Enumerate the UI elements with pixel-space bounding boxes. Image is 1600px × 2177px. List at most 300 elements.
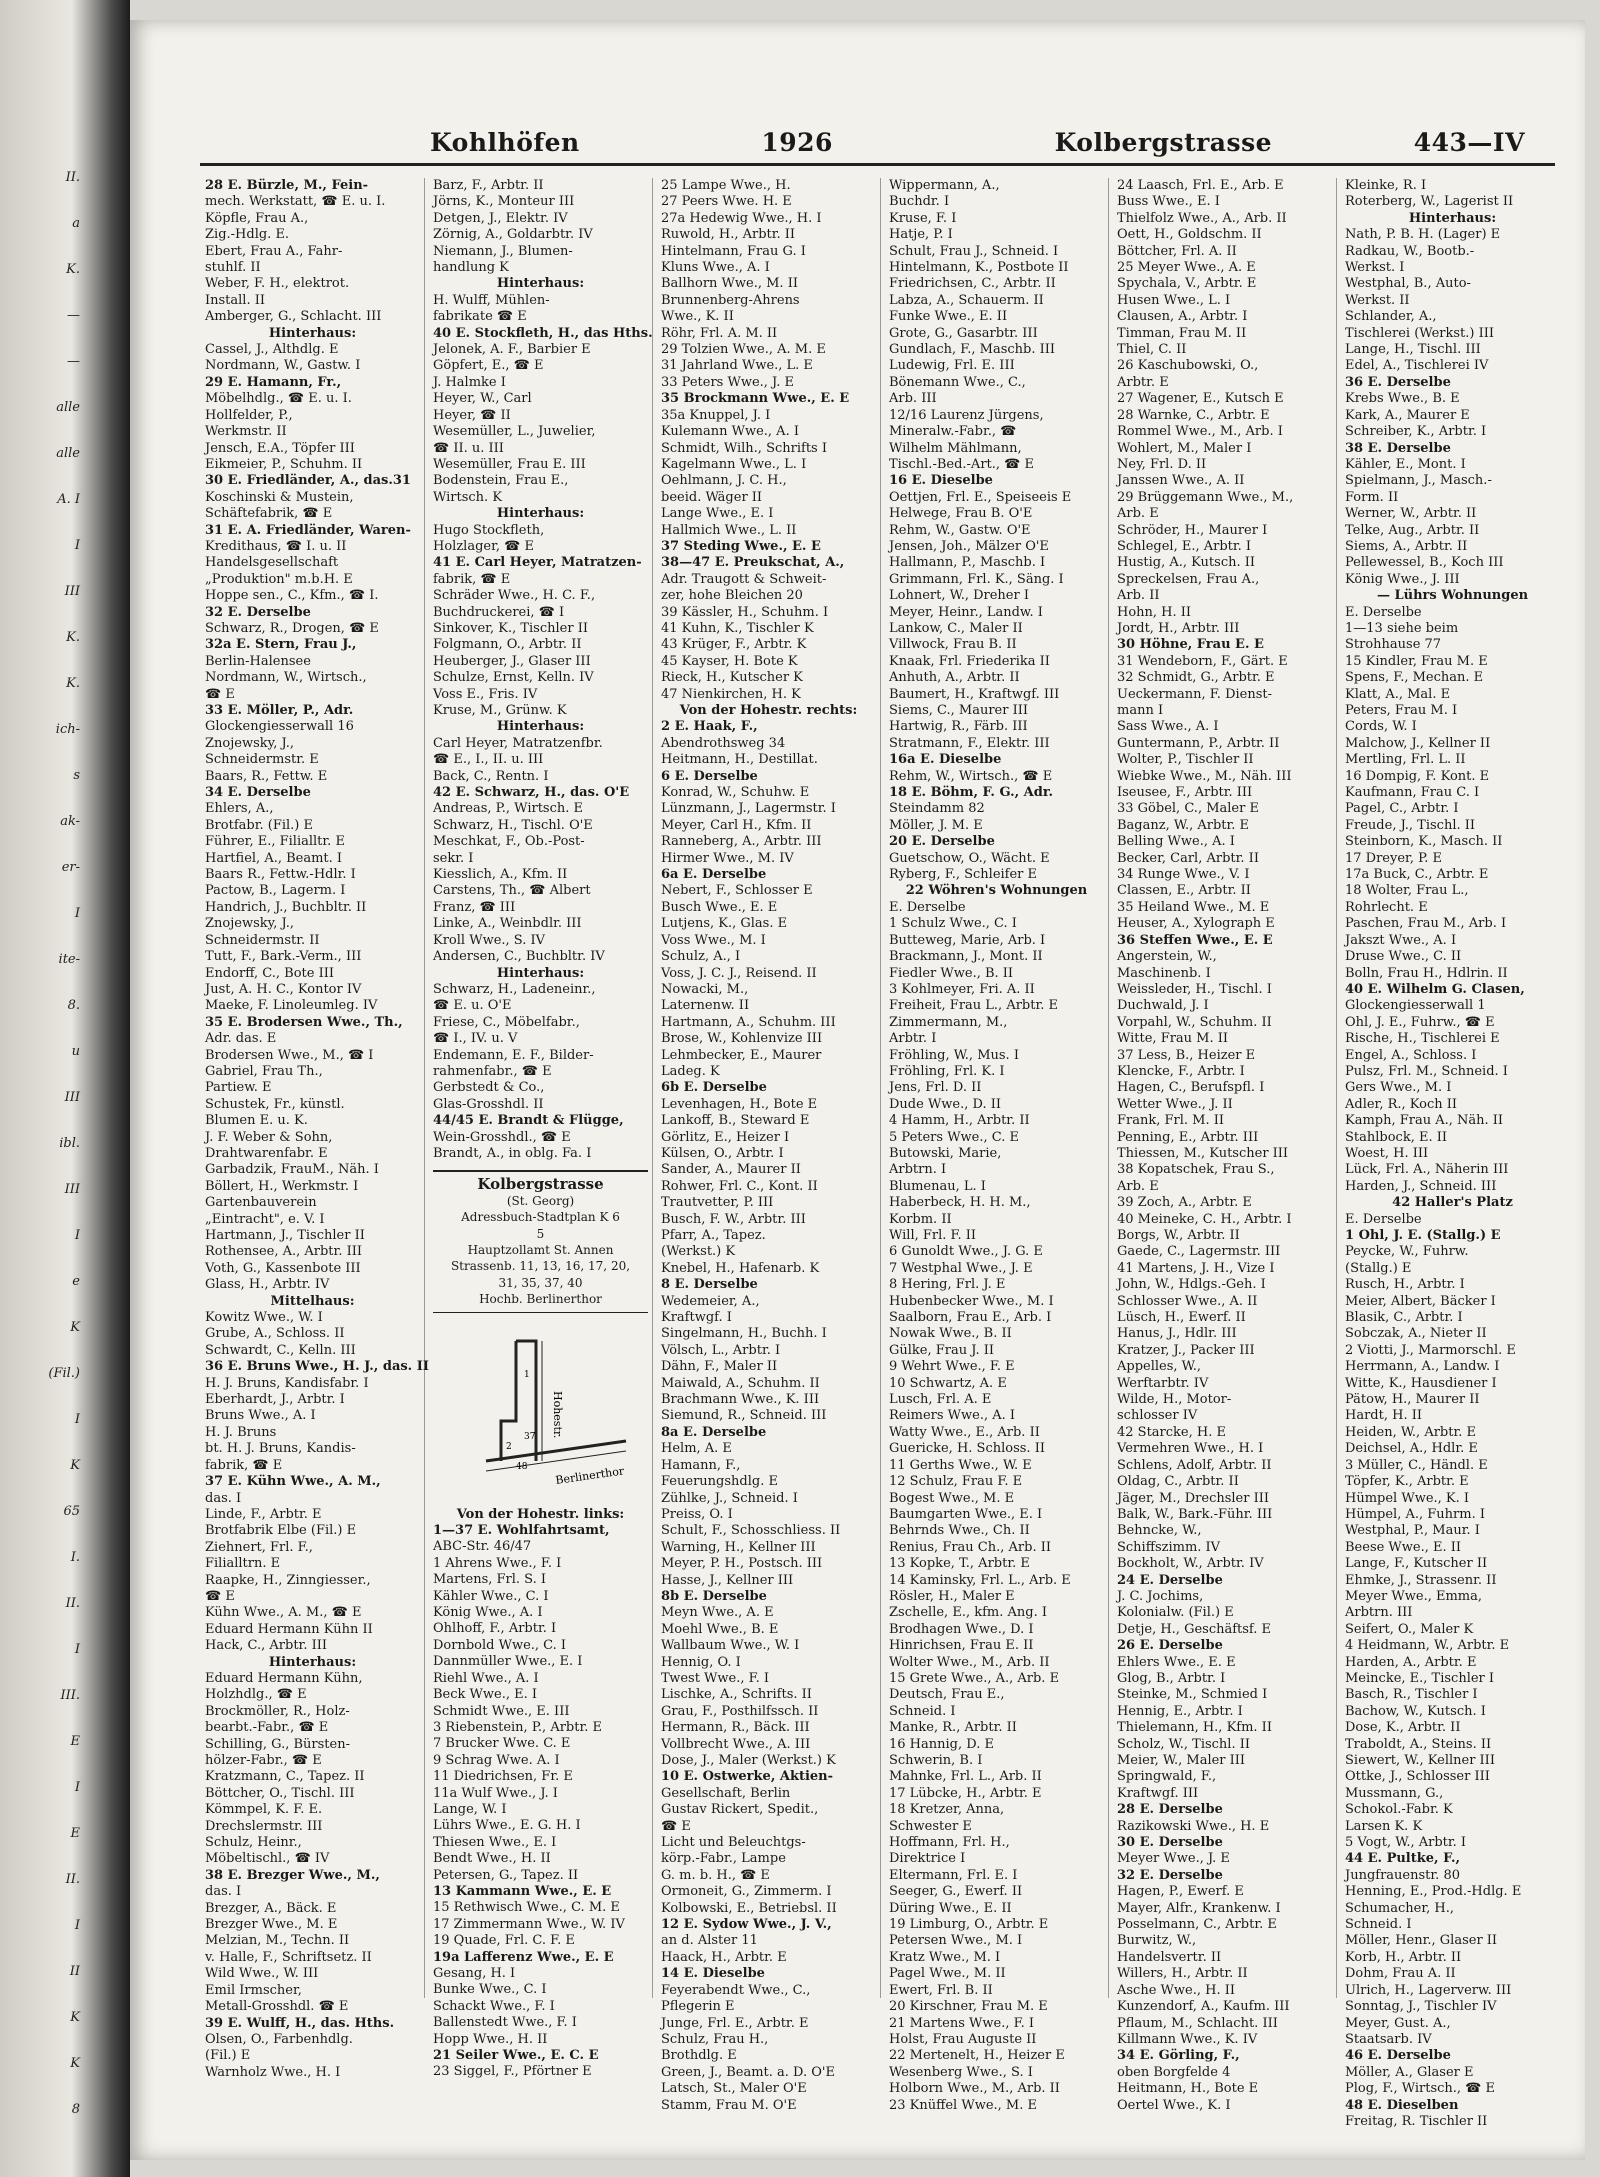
directory-entry: Thiel, C. II bbox=[1117, 342, 1187, 358]
directory-entry: 8 Hering, Frl. J. E bbox=[889, 1277, 1006, 1293]
directory-entry: Dohm, Frau A. II bbox=[1345, 1966, 1456, 1982]
directory-entry: Larsen K. K bbox=[1345, 1818, 1423, 1834]
directory-entry: Oett, H., Goldschm. II bbox=[1117, 227, 1262, 243]
directory-entry: Schäftefabrik, ☎ E bbox=[205, 506, 333, 522]
directory-entry: Schneid. I bbox=[1345, 1917, 1412, 1933]
directory-entry: Grimmann, Frl. K., Säng. I bbox=[889, 571, 1064, 587]
header-rule bbox=[200, 163, 1555, 166]
directory-entry: Hinterhaus: bbox=[496, 506, 585, 522]
directory-entry: 42 Starcke, H. E bbox=[1117, 1424, 1226, 1440]
directory-entry: Werkst. II bbox=[1345, 292, 1410, 308]
spine-fragment: II. bbox=[65, 1596, 80, 1611]
directory-entry: Oehlmann, J. C. H., bbox=[661, 473, 787, 489]
directory-entry: Endemann, E. F., Bilder- bbox=[433, 1047, 594, 1063]
directory-entry: Zühlke, J., Schneid. I bbox=[661, 1490, 798, 1506]
directory-entry: Penning, E., Arbtr. III bbox=[1117, 1129, 1259, 1145]
directory-entry: Schröder, H., Maurer I bbox=[1117, 522, 1268, 538]
directory-entry: Schulz, Frau H., bbox=[661, 2031, 769, 2047]
directory-entry: Ranneberg, A., Arbtr. III bbox=[661, 834, 822, 850]
directory-entry: Lück, Frl. A., Näherin III bbox=[1345, 1162, 1509, 1178]
directory-entry: Kraftwgf. III bbox=[1117, 1785, 1199, 1801]
directory-entry: 1 Ahrens Wwe., F. I bbox=[433, 1555, 562, 1571]
directory-entry: Kähler Wwe., C. I bbox=[433, 1588, 549, 1604]
directory-entry: Wilhelm Mählmann, bbox=[889, 440, 1022, 456]
map-label: Hohestr. bbox=[550, 1390, 564, 1439]
directory-entry: Pflegerin E bbox=[661, 1999, 735, 2015]
directory-entry: 30 E. Derselbe bbox=[1117, 1835, 1223, 1851]
directory-entry: 29 Brüggemann Wwe., M., bbox=[1117, 489, 1294, 505]
directory-entry: 17 Lübcke, H., Arbtr. E bbox=[889, 1785, 1042, 1801]
directory-entry: Duchwald, J. I bbox=[1117, 998, 1209, 1014]
spine-fragment: 8. bbox=[67, 998, 80, 1013]
directory-entry: Knebel, H., Hafenarb. K bbox=[661, 1260, 820, 1276]
directory-entry: Burwitz, W., bbox=[1117, 1933, 1197, 1949]
directory-entry: Wallbaum Wwe., W. I bbox=[661, 1638, 800, 1654]
directory-entry: Baars, R., Fettw. E bbox=[205, 768, 328, 784]
directory-entry: Lange, W. I bbox=[433, 1801, 507, 1817]
directory-entry: 11 Diedrichsen, Fr. E bbox=[433, 1769, 573, 1785]
directory-entry: Lutjens, K., Glas. E bbox=[661, 916, 788, 932]
directory-entry: Gundlach, F., Maschb. III bbox=[889, 342, 1056, 358]
directory-entry: Hohn, H. II bbox=[1117, 604, 1192, 620]
directory-entry: Baganz, W., Arbtr. E bbox=[1117, 817, 1250, 833]
directory-entry: Tutt, F., Bark.-Verm., III bbox=[205, 949, 362, 965]
directory-entry: Schmidt, Wilh., Schrifts I bbox=[661, 440, 827, 456]
directory-entry: Cords, W. I bbox=[1345, 719, 1417, 735]
directory-entry: Hartmann, J., Tischler II bbox=[205, 1228, 365, 1243]
directory-entry: 10 E. Ostwerke, Aktien- bbox=[661, 1769, 834, 1785]
directory-entry: Gabriel, Frau Th., bbox=[205, 1063, 323, 1079]
directory-entry: 18 Kretzer, Anna, bbox=[889, 1802, 1005, 1818]
directory-entry: Dähn, F., Maler II bbox=[661, 1359, 778, 1375]
directory-entry: John, W., Hdlgs.-Geh. I bbox=[1117, 1277, 1266, 1293]
map-label: Berlinerthor bbox=[554, 1464, 625, 1487]
directory-entry: „Produktion" m.b.H. E bbox=[205, 571, 353, 587]
header-left-street: Kohlhöfen bbox=[430, 128, 580, 157]
directory-entry: Sonntag, J., Tischler IV bbox=[1345, 1999, 1497, 2015]
directory-entry: Lüsch, H., Ewerf. II bbox=[1117, 1310, 1246, 1326]
directory-entry: Kolbowski, E., Betriebsl. II bbox=[661, 1900, 837, 1916]
directory-entry: Werner, W., Arbtr. II bbox=[1345, 506, 1477, 522]
directory-entry: Arbtr. E bbox=[1117, 374, 1169, 390]
directory-entry: 32 E. Derselbe bbox=[1117, 1867, 1223, 1883]
directory-entry: Thiesen Wwe., E. I bbox=[433, 1834, 557, 1850]
directory-entry: Schneid. I bbox=[889, 1703, 956, 1719]
directory-entry: Böttcher, Frl. A. II bbox=[1117, 243, 1237, 259]
directory-entry: Rehm, W., Wirtsch., ☎ E bbox=[889, 768, 1053, 784]
directory-page bbox=[130, 20, 1585, 2160]
directory-entry: Clausen, A., Arbtr. I bbox=[1117, 309, 1248, 325]
directory-entry: Gesang, H. I bbox=[433, 1966, 516, 1981]
spine-fragment: s bbox=[73, 768, 80, 783]
directory-entry: Stamm, Frau M. O'E bbox=[661, 2097, 797, 2113]
directory-entry: Hugo Stockfleth, bbox=[433, 522, 545, 538]
directory-entry: Harden, J., Schneid. III bbox=[1345, 1178, 1497, 1194]
directory-entry: Butteweg, Marie, Arb. I bbox=[889, 932, 1046, 948]
directory-entry: Schilling, G., Bürsten- bbox=[205, 1736, 350, 1752]
directory-entry: Pflaum, M., Schlacht. III bbox=[1117, 2015, 1278, 2031]
directory-entry: Abendrothsweg 34 bbox=[661, 735, 786, 751]
directory-entry: Nordmann, W., Wirtsch., bbox=[205, 670, 367, 686]
directory-entry: mech. Werkstatt, ☎ E. u. I. bbox=[205, 194, 386, 210]
map-label: 2 bbox=[505, 1441, 512, 1452]
directory-entry: (Fil.) E bbox=[205, 2048, 251, 2064]
directory-entry: Brezger, A., Bäck. E bbox=[205, 1900, 337, 1916]
directory-entry: Hamann, F., bbox=[661, 1457, 741, 1473]
directory-entry: Westphal, P., Maur. I bbox=[1345, 1523, 1480, 1539]
directory-entry: Eberhardt, J., Arbtr. I bbox=[205, 1392, 345, 1408]
directory-entry: Detje, H., Geschäftsf. E bbox=[1117, 1621, 1272, 1637]
directory-entry: Gartenbauverein bbox=[205, 1195, 317, 1211]
directory-entry: Endorff, C., Bote III bbox=[205, 965, 334, 981]
directory-entry: Maeke, F. Linoleumleg. IV bbox=[205, 998, 378, 1014]
directory-entry: Ulrich, H., Lagerverw. III bbox=[1345, 1982, 1512, 1998]
directory-entry: Ohlhoff, F., Arbtr. I bbox=[433, 1621, 557, 1637]
spine-fragment: K. bbox=[66, 262, 80, 277]
header-year: 1926 bbox=[761, 128, 833, 157]
directory-entry: Weissleder, H., Tischl. I bbox=[1117, 981, 1272, 997]
directory-entry: Heyer, ☎ II bbox=[433, 407, 511, 423]
directory-entry: 41 Kuhn, K., Tischler K bbox=[661, 620, 814, 636]
directory-entry: Voth, G., Kassenbote III bbox=[205, 1260, 361, 1276]
directory-entry: Guericke, H. Schloss. II bbox=[889, 1441, 1045, 1457]
directory-entry: Schlegel, E., Arbtr. I bbox=[1117, 538, 1252, 554]
directory-entry: Direktrice I bbox=[889, 1851, 966, 1867]
directory-entry: Zörnig, A., Goldarbtr. IV bbox=[433, 227, 593, 243]
page-header bbox=[200, 115, 1525, 157]
spine-fragment: K. bbox=[66, 630, 80, 645]
directory-entry: fabrikate ☎ E bbox=[433, 309, 527, 325]
directory-entry: 16a E. Dieselbe bbox=[889, 752, 1002, 768]
directory-entry: handlung K bbox=[433, 260, 509, 276]
directory-entry: Beese Wwe., E. II bbox=[1345, 1539, 1462, 1555]
directory-entry: Schlander, A., bbox=[1345, 309, 1437, 325]
directory-entry: Preiss, O. I bbox=[661, 1506, 733, 1522]
directory-entry: 35 Heiland Wwe., M. E bbox=[1117, 899, 1270, 915]
directory-entry: 18 Wolter, Frau L., bbox=[1345, 883, 1469, 899]
directory-column bbox=[205, 178, 429, 2080]
directory-entry: Seeger, G., Ewerf. II bbox=[889, 1884, 1023, 1900]
directory-entry: Pfarr, A., Tapez. bbox=[661, 1228, 766, 1243]
directory-entry: Nebert, F., Schlosser E bbox=[661, 883, 813, 899]
directory-entry: ☎ II. u. III bbox=[433, 440, 504, 456]
directory-entry: Kagelmann Wwe., L. I bbox=[661, 456, 807, 472]
directory-entry: Killmann Wwe., K. IV bbox=[1117, 2031, 1258, 2047]
directory-entry: Hümpel Wwe., K. I bbox=[1345, 1490, 1470, 1506]
directory-entry: Meyer, Heinr., Landw. I bbox=[889, 604, 1043, 620]
directory-entry: Strohhause 77 bbox=[1345, 637, 1442, 653]
directory-entry: Heyer, W., Carl bbox=[433, 391, 532, 407]
directory-entry: 2 E. Haak, F., bbox=[661, 719, 758, 735]
directory-entry: Haack, H., Arbtr. E bbox=[661, 1949, 787, 1965]
directory-entry: Husen Wwe., L. I bbox=[1117, 292, 1231, 308]
directory-entry: Hagen, P., Ewerf. E bbox=[1117, 1884, 1244, 1900]
directory-entry: Scholz, W., Tischl. II bbox=[1117, 1736, 1250, 1752]
directory-entry: Pulsz, Frl. M., Schneid. I bbox=[1345, 1063, 1508, 1079]
directory-entry: Bönemann Wwe., C., bbox=[889, 374, 1026, 390]
directory-entry: 2 Viotti, J., Marmorschl. E bbox=[1345, 1342, 1516, 1358]
directory-entry: Brezger Wwe., M. E bbox=[205, 1917, 338, 1933]
directory-entry: Arb. E bbox=[1117, 1178, 1159, 1194]
directory-entry: Böttcher, O., Tischl. III bbox=[205, 1785, 355, 1801]
directory-entry: Steinke, M., Schmied I bbox=[1117, 1687, 1268, 1703]
directory-entry: Hardt, H. II bbox=[1345, 1408, 1422, 1424]
directory-entry: Schlens, Adolf, Arbtr. II bbox=[1117, 1457, 1272, 1473]
directory-entry: 31 E. A. Friedländer, Waren- bbox=[205, 522, 411, 538]
map-label: 1 bbox=[523, 1369, 530, 1380]
directory-entry: Hartfiel, A., Beamt. I bbox=[205, 850, 343, 866]
directory-entry: 25 Lampe Wwe., H. bbox=[661, 178, 791, 193]
directory-entry: Witte, Frau M. II bbox=[1117, 1031, 1229, 1047]
directory-entry: Kömmpel, K. F. E. bbox=[205, 1802, 323, 1818]
directory-entry: Kulemann Wwe., A. I bbox=[661, 424, 799, 440]
directory-entry: Bachow, W., Kutsch. I bbox=[1345, 1703, 1486, 1719]
directory-entry: Eduard Hermann Kühn II bbox=[205, 1621, 373, 1637]
directory-entry: Dose, K., Arbtr. II bbox=[1345, 1720, 1461, 1736]
spine-fragment: I bbox=[74, 1412, 80, 1427]
directory-entry: 5 Vogt, W., Arbtr. I bbox=[1345, 1835, 1467, 1851]
directory-entry: Brotfabrik Elbe (Fil.) E bbox=[205, 1523, 357, 1539]
directory-entry: Schult, Frau J., Schneid. I bbox=[889, 243, 1059, 259]
directory-entry: Glass, H., Arbtr. IV bbox=[205, 1277, 330, 1293]
directory-entry: Ueckermann, F. Dienst- bbox=[1117, 686, 1272, 702]
directory-entry: Ney, Frl. D. II bbox=[1117, 456, 1207, 472]
directory-entry: 48 E. Dieselben bbox=[1345, 2097, 1459, 2113]
directory-entry: Asche Wwe., H. II bbox=[1117, 1982, 1235, 1998]
directory-entry: Lünzmann, J., Lagermstr. I bbox=[661, 801, 836, 817]
directory-entry: Jakszt Wwe., A. I bbox=[1345, 932, 1457, 948]
directory-entry: 7 Westphal Wwe., J. E bbox=[889, 1260, 1033, 1276]
directory-entry: Brothdlg. E bbox=[661, 2048, 737, 2064]
directory-entry: an d. Alster 11 bbox=[661, 1933, 758, 1949]
directory-entry: Freitag, R. Tischler II bbox=[1345, 2113, 1488, 2129]
directory-entry: ☎ E bbox=[205, 686, 235, 702]
directory-entry: oben Borgfelde 4 bbox=[1117, 2064, 1231, 2080]
spine-fragment: I bbox=[74, 1228, 80, 1243]
directory-entry: Latsch, St., Maler O'E bbox=[661, 2081, 807, 2097]
directory-entry: schlosser IV bbox=[1117, 1408, 1198, 1424]
directory-entry: 17a Buck, C., Arbtr. E bbox=[1345, 867, 1489, 883]
directory-entry: 15 Kindler, Frau M. E bbox=[1345, 653, 1488, 669]
directory-entry: Rehm, W., Gastw. O'E bbox=[889, 522, 1031, 538]
directory-entry: Kruse, F. I bbox=[889, 210, 957, 226]
directory-entry: Vermehren Wwe., H. I bbox=[1117, 1441, 1264, 1457]
directory-entry: Schwester E bbox=[889, 1818, 972, 1834]
directory-entry: Brandt, A., in oblg. Fa. I bbox=[433, 1145, 592, 1161]
directory-entry: Schustek, Fr., künstl. bbox=[205, 1096, 345, 1112]
directory-entry: 13 Kopke, T., Arbtr. E bbox=[889, 1556, 1030, 1572]
directory-entry: Razikowski Wwe., H. E bbox=[1117, 1818, 1270, 1834]
directory-entry: Arb. II bbox=[1117, 588, 1160, 604]
directory-entry: J. F. Weber & Sohn, bbox=[205, 1129, 333, 1145]
directory-entry: Hopp Wwe., H. II bbox=[433, 2031, 548, 2047]
directory-entry: Behncke, W., bbox=[1117, 1523, 1202, 1539]
spine-fragment: III bbox=[64, 1090, 80, 1105]
spine-fragment: 65 bbox=[63, 1504, 80, 1519]
directory-entry: Köpfle, Frau A., bbox=[205, 210, 309, 226]
directory-entry: ☎ E. u. O'E bbox=[433, 998, 512, 1014]
spine-fragment: I. bbox=[70, 1550, 80, 1565]
directory-entry: Gaede, C., Lagermstr. III bbox=[1117, 1244, 1281, 1260]
directory-entry: Warnholz Wwe., H. I bbox=[205, 2064, 341, 2080]
directory-entry: Classen, E., Arbtr. II bbox=[1117, 883, 1251, 899]
directory-entry: Brackmann, J., Mont. II bbox=[889, 949, 1043, 965]
directory-entry: Kratzer, J., Packer III bbox=[1117, 1342, 1255, 1358]
directory-entry: Dose, J., Maler (Werkst.) K bbox=[661, 1753, 836, 1768]
directory-entry: 32 E. Derselbe bbox=[205, 604, 311, 620]
directory-column bbox=[433, 178, 653, 2080]
directory-entry: E. Derselbe bbox=[1345, 604, 1422, 620]
directory-entry: Friedrichsen, C., Arbtr. II bbox=[889, 276, 1056, 292]
directory-entry: Gerbstedt & Co., bbox=[433, 1080, 545, 1096]
directory-entry: Andersen, C., Buchbltr. IV bbox=[433, 949, 605, 965]
directory-entry: Hinterhaus: bbox=[268, 1654, 357, 1670]
directory-entry: Pactow, B., Lagerm. I bbox=[205, 883, 346, 899]
directory-entry: Borgs, W., Arbtr. II bbox=[1117, 1228, 1240, 1243]
directory-entry: 16 Dompig, F. Kont. E bbox=[1345, 768, 1490, 784]
directory-entry: Guetschow, O., Wächt. E bbox=[889, 850, 1050, 866]
directory-entry: 39 E. Wulff, H., das. Hths. bbox=[205, 2015, 395, 2031]
directory-entry: Schneidermstr. II bbox=[205, 932, 320, 948]
directory-entry: Edel, A., Tischlerei IV bbox=[1345, 358, 1489, 374]
directory-entry: Ottke, J., Schlosser III bbox=[1345, 1769, 1490, 1785]
directory-entry: 39 Kässler, H., Schuhm. I bbox=[661, 604, 829, 620]
directory-entry: Henning, E., Prod.-Hdlg. E bbox=[1345, 1884, 1522, 1900]
street-heading-line: Strassenb. 11, 13, 16, 17, 20, bbox=[450, 1259, 631, 1274]
directory-entry: Vorpahl, W., Schuhm. II bbox=[1117, 1014, 1272, 1030]
directory-entry: Renius, Frau Ch., Arb. II bbox=[889, 1539, 1051, 1555]
directory-entry: H. J. Bruns bbox=[205, 1424, 277, 1440]
directory-entry: Handelsvertr. II bbox=[1117, 1949, 1222, 1965]
spine-fragment: e bbox=[72, 1274, 80, 1289]
spine-fragment: III bbox=[64, 584, 80, 599]
directory-entry: 27 Wagener, E., Kutsch E bbox=[1117, 391, 1284, 407]
directory-entry: 12/16 Laurenz Jürgens, bbox=[889, 407, 1044, 423]
directory-entry: 19a Lafferenz Wwe., E. E bbox=[433, 1949, 614, 1965]
directory-entry: sekr. I bbox=[433, 850, 474, 866]
directory-entry: 40 Meineke, C. H., Arbtr. I bbox=[1117, 1211, 1292, 1227]
directory-entry: Külsen, O., Arbtr. I bbox=[661, 1145, 784, 1161]
directory-entry: Meier, W., Maler III bbox=[1117, 1753, 1246, 1768]
directory-entry: Kunzendorf, A., Kaufm. III bbox=[1117, 1999, 1290, 2015]
directory-entry: Maiwald, A., Schuhm. II bbox=[661, 1375, 820, 1391]
directory-entry: Wirtsch. K bbox=[433, 489, 503, 505]
directory-entry: Maschinenb. I bbox=[1117, 965, 1211, 981]
street-heading-title: Kolbergstrasse bbox=[477, 1175, 604, 1194]
directory-entry: Fröhling, Frl. K. I bbox=[889, 1063, 1005, 1079]
directory-entry: ☎ E., I., II. u. III bbox=[433, 752, 544, 768]
directory-entry: 33 E. Möller, P., Adr. bbox=[205, 703, 354, 718]
directory-entry: Thielemann, H., Kfm. II bbox=[1117, 1720, 1272, 1736]
directory-entry: Jensch, E.A., Töpfer III bbox=[205, 440, 355, 456]
directory-entry: Kraftwgf. I bbox=[661, 1310, 732, 1326]
directory-entry: Traboldt, A., Steins. II bbox=[1345, 1736, 1492, 1752]
directory-entry: Ormoneit, G., Zimmerm. I bbox=[661, 1884, 832, 1900]
directory-entry: Ziehnert, Frl. F., bbox=[205, 1539, 313, 1555]
directory-entry: Meyer, Gust. A., bbox=[1345, 2015, 1451, 2031]
directory-entry: Meschkat, F., Ob.-Post- bbox=[433, 834, 585, 850]
directory-entry: J. Halmke I bbox=[433, 374, 506, 390]
directory-entry: 1 Ohl, J. E. (Stallg.) E bbox=[1345, 1228, 1501, 1243]
directory-entry: Kluns Wwe., A. I bbox=[661, 260, 770, 276]
directory-entry: Thielfolz Wwe., A., Arb. II bbox=[1117, 210, 1287, 226]
directory-entry: Heitmann, H., Bote E bbox=[1117, 2081, 1259, 2097]
directory-entry: Kaufmann, Frau C. I bbox=[1345, 785, 1480, 801]
directory-entry: 28 E. Derselbe bbox=[1117, 1802, 1223, 1818]
directory-entry: Nordmann, W., Gastw. I bbox=[205, 358, 361, 374]
directory-entry: Von der Hohestr. links: bbox=[456, 1506, 625, 1522]
directory-entry: Linde, F., Arbtr. E bbox=[205, 1506, 322, 1522]
directory-entry: 24 E. Derselbe bbox=[1117, 1572, 1223, 1588]
directory-entry: Meier, Albert, Bäcker I bbox=[1345, 1293, 1496, 1309]
directory-entry: zer, hohe Bleichen 20 bbox=[661, 588, 803, 604]
directory-entry: Hatje, P. I bbox=[889, 227, 953, 243]
directory-entry: 15 Grete Wwe., A., Arb. E bbox=[889, 1670, 1060, 1686]
directory-entry: Hasse, J., Kellner III bbox=[661, 1572, 794, 1588]
directory-entry: Schult, F., Schosschliess. II bbox=[661, 1523, 841, 1539]
directory-entry: Schräder Wwe., H. C. F., bbox=[433, 588, 596, 604]
directory-entry: Schulz, A., I bbox=[661, 949, 741, 965]
directory-entry: Brockmöller, R., Holz- bbox=[205, 1703, 350, 1719]
spine-fragment: K. bbox=[66, 676, 80, 691]
directory-entry: Manke, R., Arbtr. II bbox=[889, 1720, 1017, 1736]
directory-entry: Twest Wwe., F. I bbox=[661, 1670, 770, 1686]
directory-entry: 3 Kohlmeyer, Fri. A. II bbox=[889, 981, 1035, 997]
directory-entry: Lankow, C., Maler II bbox=[889, 620, 1023, 636]
directory-entry: Heitmann, H., Destillat. bbox=[661, 752, 818, 768]
directory-entry: 29 Tolzien Wwe., A. M. E bbox=[661, 342, 826, 358]
directory-entry: Just, A. H. C., Kontor IV bbox=[205, 981, 362, 997]
directory-entry: stuhlf. II bbox=[205, 260, 261, 276]
directory-entry: Metall-Grosshdl. ☎ E bbox=[205, 1999, 349, 2015]
street-heading-box bbox=[433, 1170, 648, 1312]
directory-entry: Führer, E., Filialltr. E bbox=[205, 834, 345, 850]
directory-entry: Behrnds Wwe., Ch. II bbox=[889, 1523, 1030, 1539]
directory-entry: 40 E. Stockfleth, H., das Hths. bbox=[433, 325, 653, 341]
directory-entry: Gesellschaft, Berlin bbox=[661, 1785, 791, 1801]
directory-entry: Kratz Wwe., M. I bbox=[889, 1949, 1001, 1965]
directory-entry: Garbadzik, FrauM., Näh. I bbox=[205, 1162, 379, 1178]
spine-fragment: (Fil.) bbox=[48, 1366, 80, 1381]
directory-entry: Zimmermann, M., bbox=[889, 1014, 1008, 1030]
directory-entry: Thiessen, M., Kutscher III bbox=[1117, 1145, 1289, 1161]
directory-entry: Holborn Wwe., M., Arb. II bbox=[889, 2081, 1060, 2097]
directory-entry: 17 Dreyer, P. E bbox=[1345, 850, 1442, 866]
header-street: Kolbergstrasse bbox=[1054, 128, 1273, 157]
directory-entry: Ebert, Frau A., Fahr- bbox=[205, 243, 343, 259]
directory-entry: Arb. E bbox=[1117, 506, 1159, 522]
spine-fragment: ak- bbox=[60, 814, 80, 829]
directory-entry: Glog, B., Arbtr. I bbox=[1117, 1670, 1226, 1686]
directory-entry: Glockengiesserwall 16 bbox=[205, 719, 354, 735]
directory-entry: Kühn Wwe., A. M., ☎ E bbox=[205, 1605, 362, 1621]
directory-entry: Back, C., Rentn. I bbox=[433, 768, 549, 784]
directory-entry: Carstens, Th., ☎ Albert bbox=[433, 883, 591, 899]
directory-entry: Cassel, J., Althdlg. E bbox=[205, 342, 339, 358]
directory-entry: 9 Schrag Wwe. A. I bbox=[433, 1752, 560, 1768]
directory-entry: Rusch, H., Arbtr. I bbox=[1345, 1277, 1465, 1293]
directory-entry: Ballhorn Wwe., M. II bbox=[661, 276, 798, 292]
directory-entry: Basch, R., Tischler I bbox=[1345, 1687, 1478, 1703]
directory-entry: Grote, G., Gasarbtr. III bbox=[889, 325, 1038, 341]
directory-entry: König Wwe., J. III bbox=[1345, 571, 1460, 587]
directory-entry: 23 Siggel, F., Pförtner E bbox=[433, 2064, 592, 2080]
directory-entry: 45 Kayser, H. Bote K bbox=[661, 653, 798, 669]
directory-entry: das. I bbox=[205, 1884, 242, 1900]
directory-entry: Schreiber, K., Arbtr. I bbox=[1345, 424, 1487, 440]
directory-entry: Wippermann, A., bbox=[889, 178, 1000, 193]
directory-entry: Junge, Frl. E., Arbtr. E bbox=[661, 2015, 809, 2031]
